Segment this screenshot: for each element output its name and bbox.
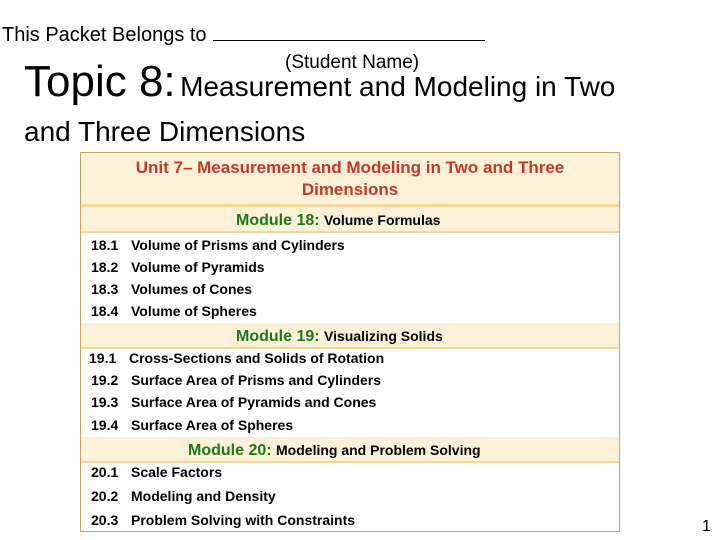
title-part2: and Three Dimensions [24,116,306,147]
module-topic: Visualizing Solids [324,328,443,344]
lesson-item: 18.3 Volumes of Cones [91,281,253,297]
lesson-item: 18.4 Volume of Spheres [91,303,257,319]
lesson-item: 18.2 Volume of Pyramids [91,259,265,275]
lesson-item: 18.1 Volume of Prisms and Cylinders [91,237,345,253]
unit-heading [81,153,619,207]
module-topic: Volume Formulas [324,212,441,228]
module-20-heading [81,437,619,463]
module-19-heading [81,323,619,349]
lesson-item: 19.1 Cross-Sections and Solids of Rotation [89,350,385,366]
module-18-heading [81,207,619,233]
lesson-item: 20.2 Modeling and Density [91,488,276,504]
module-name: Module 20: [188,442,272,459]
unit-heading-line1: Unit 7– Measurement and Modeling in Two and Three [135,158,565,177]
student-name-label: (Student Name) [285,52,420,73]
page-title [24,57,616,106]
lesson-item: 19.2 Surface Area of Prisms and Cylinders [91,372,382,388]
page-number: 1 [702,518,711,535]
title-topic: Topic 8: [24,57,176,106]
unit-contents-box [80,152,620,532]
lesson-item: 19.4 Surface Area of Spheres [91,417,294,433]
module-name: Module 19: [236,328,320,345]
module-topic: Modeling and Problem Solving [276,442,481,458]
lesson-item: 20.1 Scale Factors [91,464,223,480]
name-blank-line [213,22,485,41]
title-part1: Measurement and Modeling in Two [180,71,616,102]
unit-heading-line2: Dimensions [301,180,399,199]
packet-owner-line [2,22,485,47]
belongs-label: This Packet Belongs to [2,24,207,46]
module-name: Module 18: [236,212,320,229]
lesson-item: 20.3 Problem Solving with Constraints [91,512,356,528]
lesson-item: 19.3 Surface Area of Pyramids and Cones [91,394,377,410]
